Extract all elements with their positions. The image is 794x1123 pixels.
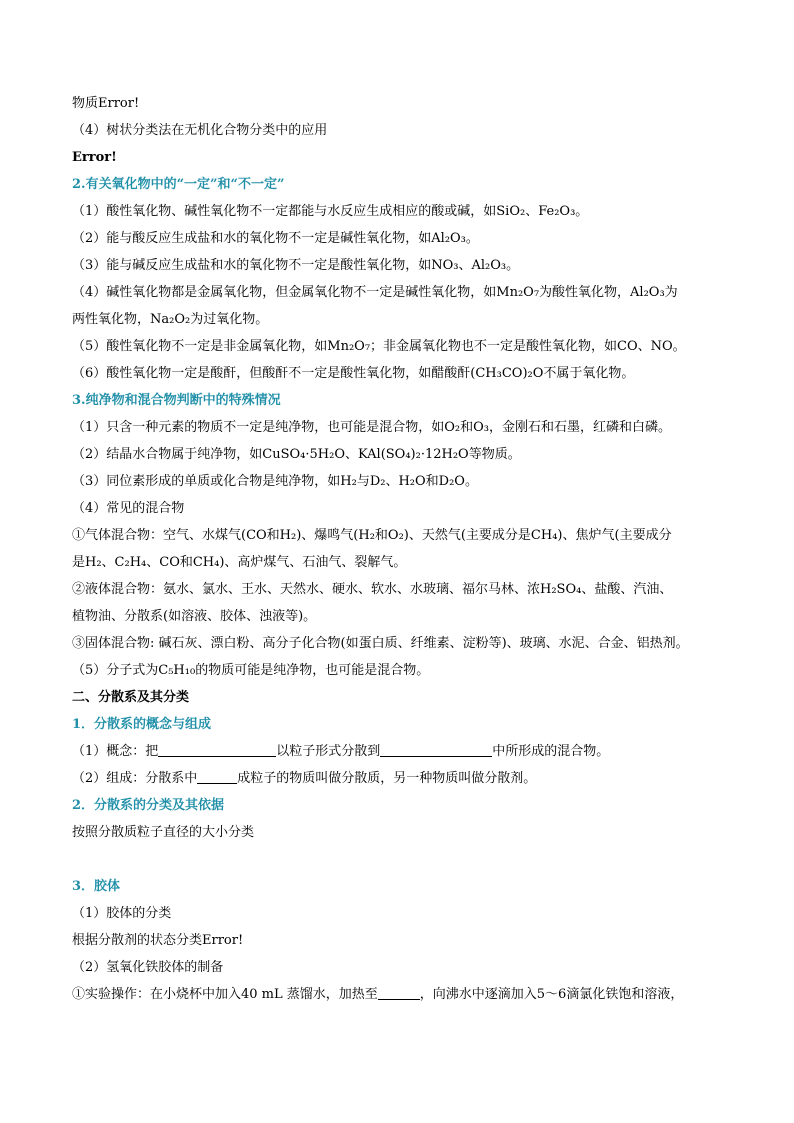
text-line: ②液体混合物：氨水、氯水、王水、天然水、硬水、软水、水玻璃、福尔马林、浓H₂SO₄、盐酸、汽油、 xyxy=(72,582,673,597)
empty-line xyxy=(72,846,722,873)
text-line: 物质Error! xyxy=(72,96,140,111)
concept-text: （1）概念：把 xyxy=(72,744,159,759)
text-line: （4）常见的混合物 xyxy=(72,501,185,516)
text-line: （3）同位素形成的单质或化合物是纯净物，如H₂与D₂、H₂O和D₂O。 xyxy=(72,474,478,489)
fill-blank xyxy=(158,742,276,757)
concept-line xyxy=(72,738,722,765)
text-line: （6）酸性氧化物一定是酸酐，但酸酐不一定是酸性氧化物，如醋酸酐(CH₃CO)₂O不属于氧化物。 xyxy=(72,366,635,381)
document-page xyxy=(72,90,722,1008)
composition-line xyxy=(72,765,722,792)
section-heading: 二、分散系及其分类 xyxy=(72,690,190,705)
text-line: （2）能与酸反应生成盐和水的氧化物不一定是碱性氧化物，如Al₂O₃。 xyxy=(72,231,479,246)
composition-text: （2）组成：分散系中 xyxy=(72,771,198,786)
text-line: （5）分子式为C₅H₁₀的物质可能是纯净物，也可能是混合物。 xyxy=(72,663,430,678)
text-line: 根据分散剂的状态分类Error! xyxy=(72,933,244,948)
text-line: 按照分散质粒子直径的大小分类 xyxy=(72,825,255,840)
text-line: （3）能与碱反应生成盐和水的氧化物不一定是酸性氧化物，如NO₃、Al₂O₃。 xyxy=(72,258,520,273)
text-line: （2）结晶水合物属于纯净物，如CuSO₄·5H₂O、KAl(SO₄)₂·12H₂O等物质。 xyxy=(72,447,521,462)
text-line: （4）树状分类法在无机化合物分类中的应用 xyxy=(72,123,328,138)
text-line: 是H₂、C₂H₄、CO和CH₄)、高炉煤气、石油气、裂解气。 xyxy=(72,555,407,570)
text-line: （1）酸性氧化物、碱性氧化物不一定都能与水反应生成相应的酸或碱，如SiO₂、Fe₂O₃。 xyxy=(72,204,589,219)
experiment-line xyxy=(72,981,722,1008)
text-line: （1）只含一种元素的物质不一定是纯净物，也可能是混合物，如O₂和O₃，金刚石和石墨，红磷和白磷。 xyxy=(72,420,672,435)
concept-text: 中所形成的混合物。 xyxy=(492,744,610,759)
fill-blank xyxy=(197,769,237,784)
fill-blank xyxy=(380,742,492,757)
fill-blank xyxy=(378,985,420,1000)
text-line: （4）碱性氧化物都是金属氧化物，但金属氧化物不一定是碱性氧化物，如Mn₂O₇为酸性氧化物，Al₂O₃为 xyxy=(72,285,678,300)
experiment-text: ，向沸水中逐滴加入5～6滴氯化铁饱和溶液， xyxy=(419,987,684,1002)
text-line: （2）氢氧化铁胶体的制备 xyxy=(72,960,224,975)
section-heading: 2．分散系的分类及其依据 xyxy=(72,798,225,813)
concept-text: 以粒子形式分散到 xyxy=(276,744,381,759)
experiment-text: ①实验操作：在小烧杯中加入40 mL 蒸馏水，加热至 xyxy=(72,987,378,1002)
text-line: Error! xyxy=(72,150,117,165)
text-line: （5）酸性氧化物不一定是非金属氧化物，如Mn₂O₇；非金属氧化物也不一定是酸性氧化物，如CO、NO。 xyxy=(72,339,686,354)
composition-text: 成粒子的物质叫做分散质，另一种物质叫做分散剂。 xyxy=(237,771,537,786)
section-heading: 1．分散系的概念与组成 xyxy=(72,717,212,732)
section-heading: 3．胶体 xyxy=(72,879,121,894)
text-line: 植物油、分散系(如溶液、胶体、浊液等)。 xyxy=(72,609,317,624)
text-line: （1）胶体的分类 xyxy=(72,906,172,921)
text-line: ③固体混合物: 碱石灰、漂白粉、高分子化合物(如蛋白质、纤维素、淀粉等)、玻璃、水泥、合金、铝热剂。 xyxy=(72,636,689,651)
section-heading: 2.有关氧化物中的“一定”和“不一定” xyxy=(72,177,285,192)
text-line: ①气体混合物：空气、水煤气(CO和H₂)、爆鸣气(H₂和O₂)、天然气(主要成分是CH₄)、焦炉气(主要成分 xyxy=(72,528,672,543)
section-heading: 3.纯净物和混合物判断中的特殊情况 xyxy=(72,393,281,408)
text-line: 两性氧化物，Na₂O₂为过氧化物。 xyxy=(72,312,269,327)
